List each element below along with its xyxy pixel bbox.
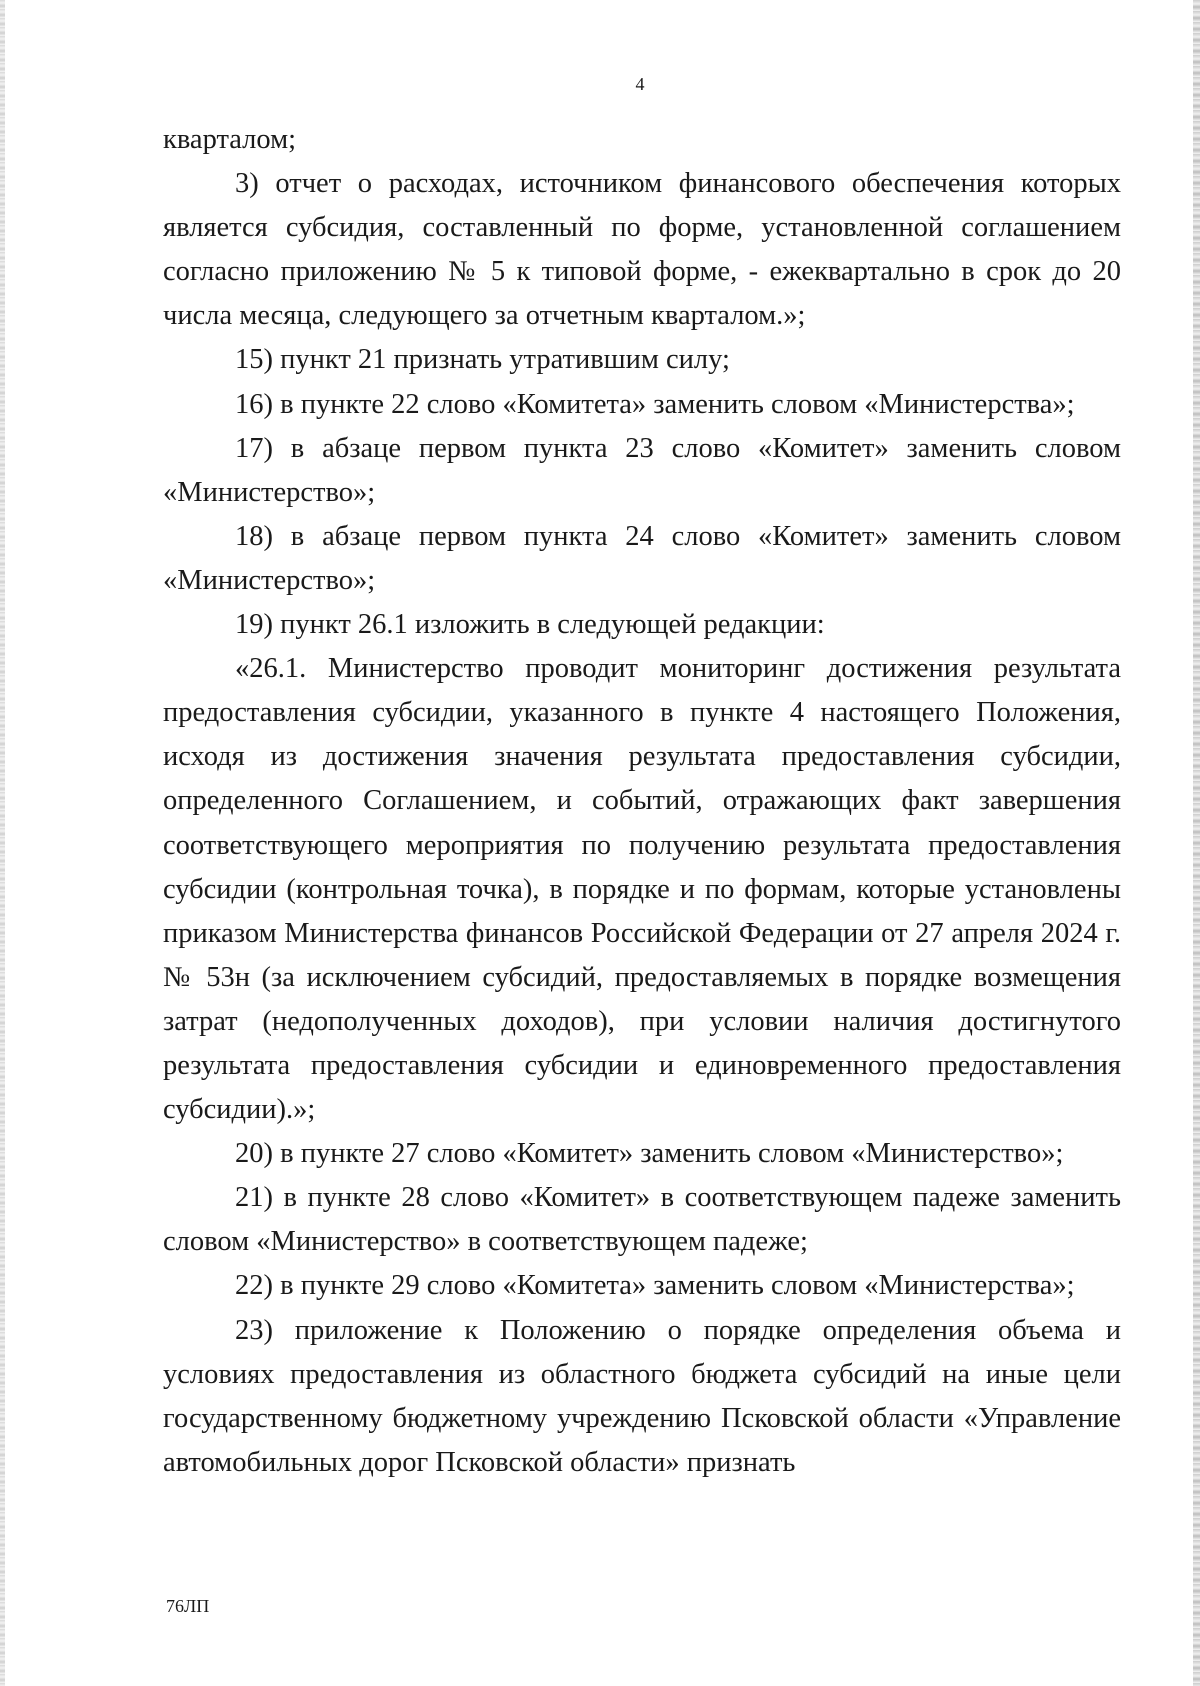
page-number: 4 xyxy=(635,74,645,94)
paragraph-item-16: 16) в пункте 22 слово «Комитета» заменить словом «Министерства»; xyxy=(235,388,1075,420)
paragraph-item-20: 20) в пункте 27 слово «Комитет» заменить словом «Министерство»; xyxy=(235,1138,1064,1170)
paragraph-item-22: 22) в пункте 29 слово «Комитета» заменить словом «Министерства»; xyxy=(235,1270,1075,1302)
paragraph-item-3: 3) отчет о расходах, источником финансового обеспечения которых является субсидия, составленный по форме, установленной соглашением согласно приложению № 5 к типовой форме, - ежеквартально в срок до 20 числа месяца, следующего за отчетным кварталом.»; xyxy=(163,168,1121,332)
paragraph-26-1-text: «26.1. Министерство проводит мониторинг достижения результата предоставления субсидии, указанного в пункте 4 настоящего Положения, исходя из достижения значения результата предоставления субсидии, определенного Соглашением, и событий, отражающих факт завершения соответствующего мероприятия по получению результата предоставления субсидии (контрольная точка), в порядке и по формам, которые установлены приказом Министерства финансов Российской Федерации от 27 апреля 2024 г. № 53н (за исключением субсидий, предоставляемых в порядке возмещения затрат (недополученных доходов), при условии наличия достигнутого результата предоставления субсидии и единовременного предоставления субсидии).»; xyxy=(163,653,1121,1126)
paragraph-item-19: 19) пункт 26.1 изложить в следующей редакции: xyxy=(235,609,825,641)
paragraph-item-17: 17) в абзаце первом пункта 23 слово «Комитет» заменить словом «Министерство»; xyxy=(163,432,1121,508)
scan-edge-right xyxy=(1193,0,1200,1686)
scan-edge-left xyxy=(0,0,5,1686)
paragraph-item-18: 18) в абзаце первом пункта 24 слово «Комитет» заменить словом «Министерство»; xyxy=(163,520,1121,596)
paragraph-item-15: 15) пункт 21 признать утратившим силу; xyxy=(235,344,730,376)
document-body xyxy=(163,118,1121,1485)
paragraph-item-21: 21) в пункте 28 слово «Комитет» в соответствующем падеже заменить словом «Министерство» в соответствующем падеже; xyxy=(163,1182,1121,1258)
paragraph-item-23: 23) приложение к Положению о порядке определения объема и условиях предоставления из областного бюджета субсидий на иные цели государственному бюджетному учреждению Псковской области «Управление автомобильных дорог Псковской области» признать xyxy=(163,1314,1121,1478)
paragraph-continuation: кварталом; xyxy=(163,124,297,155)
footer-document-code: 76ЛП xyxy=(166,1596,210,1616)
